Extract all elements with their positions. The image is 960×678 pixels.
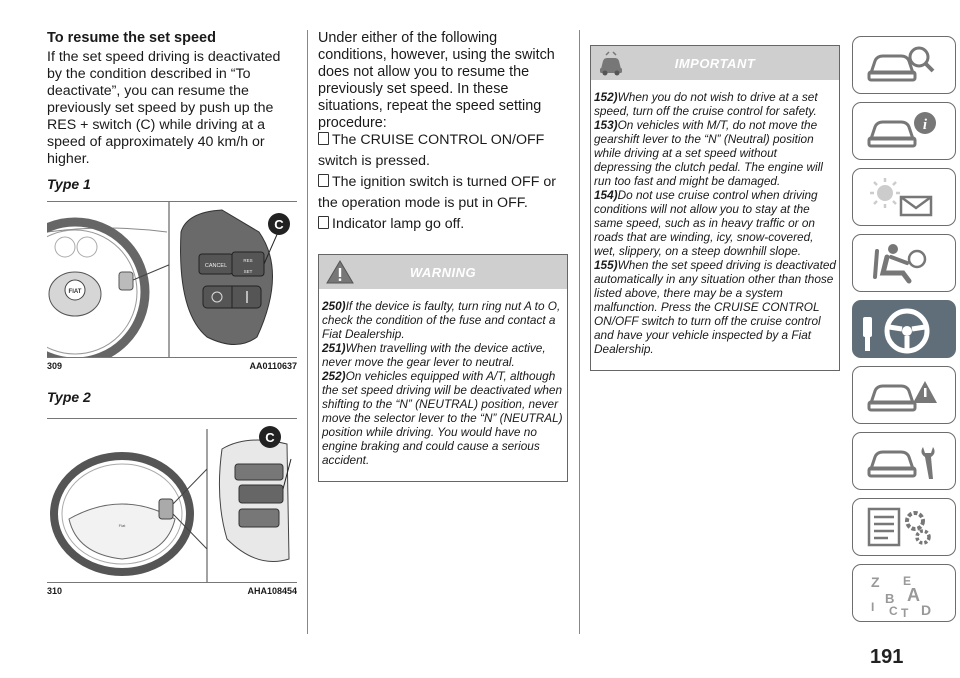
tab-technical-data[interactable] xyxy=(852,498,956,556)
warning-note: 252)On vehicles equipped with A/T, although the set speed driving will be deactivated when shifting to the “N” (NEUTRAL) position, never move the selector lever to the “N” (NEUTRAL) position while driving. You would have no engine braking and could cause a serious accident. xyxy=(322,369,563,467)
tab-warning-lights[interactable] xyxy=(852,168,956,226)
condition-item: The CRUISE CONTROL ON/OFF xyxy=(318,132,568,149)
resume-paragraph: If the set speed driving is deactivated by the condition described in “To deactivate”, you can resume the previously set speed by push up the RES + switch (C) while driving at a speed of approximately 40 km/h or higher. xyxy=(47,49,281,167)
figure-caption: 310 AHA108454 xyxy=(47,586,297,596)
car-wrench-icon xyxy=(863,439,943,483)
fiat-logo: FIAT xyxy=(68,289,82,295)
svg-text:C: C xyxy=(889,604,898,618)
column-middle xyxy=(318,30,568,482)
key-steering-wheel-icon xyxy=(863,307,947,355)
car-info-icon xyxy=(863,109,943,153)
svg-text:A: A xyxy=(907,585,920,605)
tab-car-info[interactable] xyxy=(852,102,956,160)
important-title: IMPORTANT xyxy=(674,56,756,71)
svg-text:i: i xyxy=(922,117,928,133)
important-note: 152)When you do not wish to drive at a set speed, turn off the cruise control for safety. xyxy=(594,90,818,118)
tab-maintenance[interactable] xyxy=(852,432,956,490)
checkbox-bullet-icon xyxy=(318,216,329,229)
type1-heading: Type 1 xyxy=(47,176,91,192)
warning-header xyxy=(319,255,567,289)
condition-item-cont: the operation mode is put in OFF. xyxy=(318,195,528,211)
svg-text:RES: RES xyxy=(243,258,253,263)
car-breakdown-icon xyxy=(863,373,943,417)
alphabet-index-icon xyxy=(863,571,943,619)
important-note: 154)Do not use cruise control when driving conditions will not allow you to stay at the same speed, such as in heavy traffic or on roads that are winding, icy, snow-covered, wet, slippery, on a steep downhill slope. xyxy=(594,188,818,258)
warning-body xyxy=(319,289,567,481)
steering-wheel-type2-illustration xyxy=(47,419,297,582)
svg-text:SET: SET xyxy=(243,269,253,274)
warning-lights-message-icon xyxy=(863,175,943,219)
important-body xyxy=(591,80,839,370)
column-left xyxy=(47,30,297,596)
important-note: 155)When the set speed driving is deactivated automatically in any situation other than those listed above, there may be a system malfunction. Press the CRUISE CONTROL ON/OFF switch to turn off the cruise control and have your vehicle inspected by a Fiat Dealership. xyxy=(594,258,836,356)
car-search-icon xyxy=(863,43,943,87)
tab-key-steering-wheel[interactable] xyxy=(852,300,956,358)
figure-310 xyxy=(47,418,297,583)
important-header xyxy=(591,46,839,80)
warning-note: 251)When travelling with the device active, never move the gear lever to neutral. xyxy=(322,341,546,369)
condition-item: Indicator lamp go off. xyxy=(318,216,568,233)
column-divider xyxy=(579,30,580,634)
checkbox-bullet-icon xyxy=(318,174,329,187)
tab-breakdown[interactable] xyxy=(852,366,956,424)
callout-c: C xyxy=(274,217,284,232)
warning-note: 250)If the device is faulty, turn ring nut A to O, check the condition of the fuse and contact a Fiat Dealership. xyxy=(322,299,561,341)
condition-item-cont: switch is pressed. xyxy=(318,153,430,169)
figure-caption: 309 AA0110637 xyxy=(47,361,297,371)
seat-airbag-icon xyxy=(863,241,943,285)
svg-text:I: I xyxy=(871,600,875,614)
wheel-badge: Fiat xyxy=(118,523,126,528)
svg-text:Z: Z xyxy=(871,574,880,590)
condition-item: The ignition switch is turned OFF or xyxy=(318,174,568,191)
svg-text:CANCEL: CANCEL xyxy=(204,263,228,269)
svg-text:T: T xyxy=(901,606,909,619)
checkbox-bullet-icon xyxy=(318,132,329,145)
tab-car-search[interactable] xyxy=(852,36,956,94)
type2-heading: Type 2 xyxy=(47,389,91,405)
important-note: 153)On vehicles with M/T, do not move the gearshift lever to the “N” (Neutral) position while driving at a set speed without depressing the clutch pedal. The engine will run too fast and might be damaged. xyxy=(594,118,823,188)
svg-text:E: E xyxy=(903,574,912,588)
page-number: 191 xyxy=(870,646,904,668)
warning-title: WARNING xyxy=(409,265,477,280)
svg-text:B: B xyxy=(885,591,895,606)
tab-index[interactable] xyxy=(852,564,956,622)
column-right xyxy=(590,30,840,371)
specs-gears-icon xyxy=(863,505,943,549)
section-heading: To resume the set speed xyxy=(47,30,216,46)
conditions-paragraph: Under either of the following conditions, however, using the switch does not allow you to resume the previously set speed. In these situations, repeat the speed setting procedure: xyxy=(318,30,555,131)
column-divider xyxy=(307,30,308,634)
callout-c: C xyxy=(265,430,275,445)
important-box xyxy=(590,45,840,371)
svg-text:D: D xyxy=(921,602,932,618)
figure-309 xyxy=(47,201,297,358)
tab-seat-airbag[interactable] xyxy=(852,234,956,292)
steering-wheel-type1-illustration xyxy=(47,202,297,357)
warning-box xyxy=(318,254,568,482)
